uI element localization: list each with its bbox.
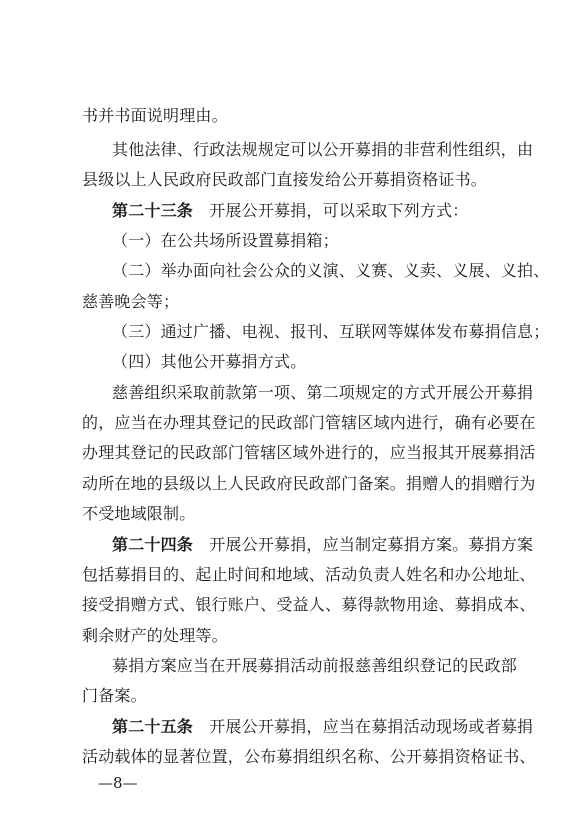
text-line: 的，应当在办理其登记的民政部门管辖区域内进行，确有必要在 — [82, 413, 536, 432]
article-line — [112, 201, 510, 221]
text-line: 办理其登记的民政部门管辖区域外进行的，应当报其开展募捐活 — [82, 443, 536, 462]
text-line: 门备案。 — [82, 686, 147, 705]
page-number: —8— — [98, 774, 138, 792]
text-line: 接受捐赠方式、银行账户、受益人、募得款物用途、募捐成本、 — [82, 595, 536, 614]
text-line: 不受地域限制。 — [82, 504, 196, 523]
text-line: 剩余财产的处理等。 — [82, 626, 228, 645]
text-line: （三）通过广播、电视、报刊、互联网等媒体发布募捐信息； — [112, 322, 550, 341]
text-line: 慈善晚会等； — [82, 292, 180, 311]
text-line: （一）在公共场所设置募捐箱； — [112, 231, 339, 250]
text-line: （二）举办面向社会公众的义演、义赛、义卖、义展、义拍、 — [112, 261, 550, 280]
text-line: 募捐方案应当在开展募捐活动前报慈善组织登记的民政部 — [112, 656, 518, 675]
article-text: 开展公开募捐，可以采取下列方式： — [209, 201, 469, 220]
article-heading: 第二十五条 — [112, 717, 194, 736]
article-line — [112, 717, 534, 737]
article-heading: 第二十三条 — [112, 201, 194, 220]
text-line: 活动载体的显著位置，公布募捐组织名称、公开募捐资格证书、 — [82, 747, 536, 766]
text-line: 县级以上人民政府民政部门直接发给公开募捐资格证书。 — [82, 170, 488, 189]
text-line: 书并书面说明理由。 — [82, 106, 228, 125]
article-text: 开展公开募捐，应当制定募捐方案。募捐方案 — [209, 535, 534, 554]
text-line: 慈善组织采取前款第一项、第二项规定的方式开展公开募捐 — [112, 383, 534, 402]
article-line — [112, 535, 534, 555]
text-line: 包括募捐目的、起止时间和地域、活动负责人姓名和办公地址、 — [82, 565, 536, 584]
text-line: 其他法律、行政法规规定可以公开募捐的非营利性组织，由 — [112, 140, 534, 159]
article-heading: 第二十四条 — [112, 535, 194, 554]
article-text: 开展公开募捐，应当在募捐活动现场或者募捐 — [209, 717, 534, 736]
text-line: （四）其他公开募捐方式。 — [112, 352, 307, 371]
text-line: 动所在地的县级以上人民政府民政部门备案。捐赠人的捐赠行为 — [82, 474, 536, 493]
